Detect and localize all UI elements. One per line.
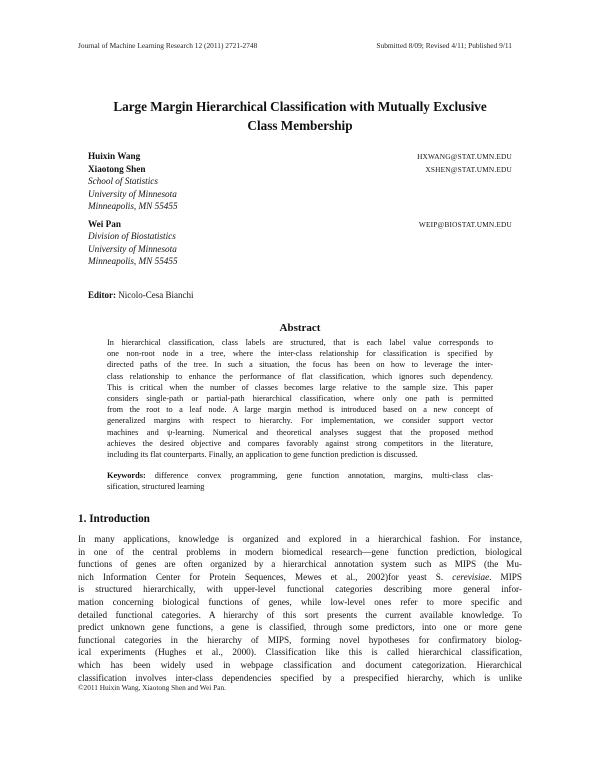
intro-line: is structured hierarchically, with upper-level functional categories describing more general infor- [78, 584, 522, 595]
author-email[interactable]: WEIP@BIOSTAT.UMN.EDU [418, 219, 512, 229]
copyright-footer: ©2011 Huixin Wang, Xiaotong Shen and Wei Pan. [78, 683, 226, 692]
species-name: cerevisiae [452, 571, 490, 582]
abstract-line: class relationship to enhance the performance of flat classification, which ignores such dependency. [107, 371, 493, 381]
submission-dates: Submitted 8/09; Revised 4/11; Published 9/11 [376, 41, 512, 50]
intro-line: functional categories in the hierarchy of MIPS, forming novel hypotheses for confirmatory biolog- [78, 634, 522, 645]
author-email[interactable]: HXWANG@STAT.UMN.EDU [417, 152, 512, 161]
affiliation-line: University of Minnesota [88, 188, 177, 199]
intro-line-head: nich Information Center for Protein Sequences, Mewes et al., 2002)for yeast S. [78, 571, 453, 582]
author-name: Huixin Wang [88, 151, 141, 161]
author-group-2 [88, 218, 512, 268]
section-heading: 1. Introduction [78, 513, 150, 525]
author-email[interactable]: XSHEN@STAT.UMN.EDU [425, 164, 512, 174]
editor-name: Nicolo-Cesa Bianchi [118, 290, 194, 300]
intro-line: ical experiments (Hughes et al., 2000). Classification like this is called hierarchical classification, [78, 647, 522, 658]
paper-title [78, 97, 522, 135]
editor-line [88, 290, 193, 300]
title-line-1: Large Margin Hierarchical Classification with Mutually Exclusive [113, 99, 487, 114]
affiliation-line: University of Minnesota [88, 243, 177, 254]
intro-line: detailed functional categories. A hierarchy of this sort presents the current available knowledge. To [78, 609, 522, 620]
abstract-line: machines and ψ-learning. Numerical and theoretical analyses suggest that the proposed method [107, 427, 493, 437]
intro-line-mixed [78, 571, 522, 584]
intro-body [78, 533, 522, 684]
keywords-text-1: difference convex programming, gene function annotation, margins, multi-class clas- [154, 471, 493, 480]
abstract-line: from the root to a leaf node. A large margin method is introduced based on a new concept of [107, 405, 493, 415]
abstract-line: generalized margins with respect to hierarchy. For implementation, we consider support vector [107, 416, 493, 426]
intro-line: which has been widely used in webpage classification and document categorization. Hierarchical [78, 659, 522, 670]
abstract-line: considers single-path or partial-path hierarchical classification, where only one path is permitted [107, 394, 493, 404]
keywords-text-2: sification, structured learning [107, 482, 205, 492]
intro-line-tail: . MIPS [489, 571, 522, 582]
intro-line: functions of genes are often organized by a hierarchical annotation system such as MIPS (the Mu- [78, 559, 522, 570]
editor-label: Editor: [88, 290, 116, 300]
journal-header: Journal of Machine Learning Research 12 (2011) 2721-2748 [78, 41, 258, 50]
intro-line: mation concerning biological functions of genes, while low-level ones refer to more specific and [78, 596, 522, 607]
abstract-line: achieves the desired objective and compares favorably against strong competitors in the literature, [107, 438, 493, 448]
authors-block [88, 150, 512, 268]
author-name: Xiaotong Shen [88, 163, 146, 174]
abstract-line: one non-root node in a tree, where the inter-class relationship for classification is specified by [107, 349, 493, 359]
affiliation-line: Minneapolis, MN 55455 [88, 201, 178, 211]
affiliation-line: Minneapolis, MN 55455 [88, 256, 178, 266]
abstract-line: This is critical when the number of classes becomes large relative to the sample size. This paper [107, 382, 493, 392]
affiliation-line: School of Statistics [88, 176, 158, 186]
title-line-2: Class Membership [247, 118, 353, 133]
intro-line: In many applications, knowledge is organized and explored in a hierarchical fashion. For instance, [78, 534, 522, 544]
keywords-line [107, 470, 493, 481]
abstract-line: including its flat counterparts. Finally, an application to gene function prediction is discussed. [107, 450, 418, 460]
author-name: Wei Pan [88, 218, 121, 229]
abstract-line: In hierarchical classification, class labels are structured, that is each label value corresponds to [107, 338, 493, 347]
abstract-body [107, 337, 493, 460]
affiliation-line: Division of Biostatistics [88, 231, 176, 241]
intro-line: predict unknown gene functions, a gene is classified, through some predictors, into one or more gene [78, 622, 522, 633]
abstract-heading: Abstract [279, 322, 321, 334]
intro-line: in one of the central problems in modern biomedical research—gene function prediction, biological [78, 546, 522, 557]
keywords [107, 470, 493, 492]
author-group-1 [88, 150, 512, 213]
abstract-line: directed paths of the tree. In such a situation, the focus has been on how to leverage the inter- [107, 360, 493, 370]
intro-line: classification involves inter-class dependencies specified by a prespecified hierarchy, which is unlike [78, 672, 522, 683]
keywords-label: Keywords: [107, 471, 146, 480]
